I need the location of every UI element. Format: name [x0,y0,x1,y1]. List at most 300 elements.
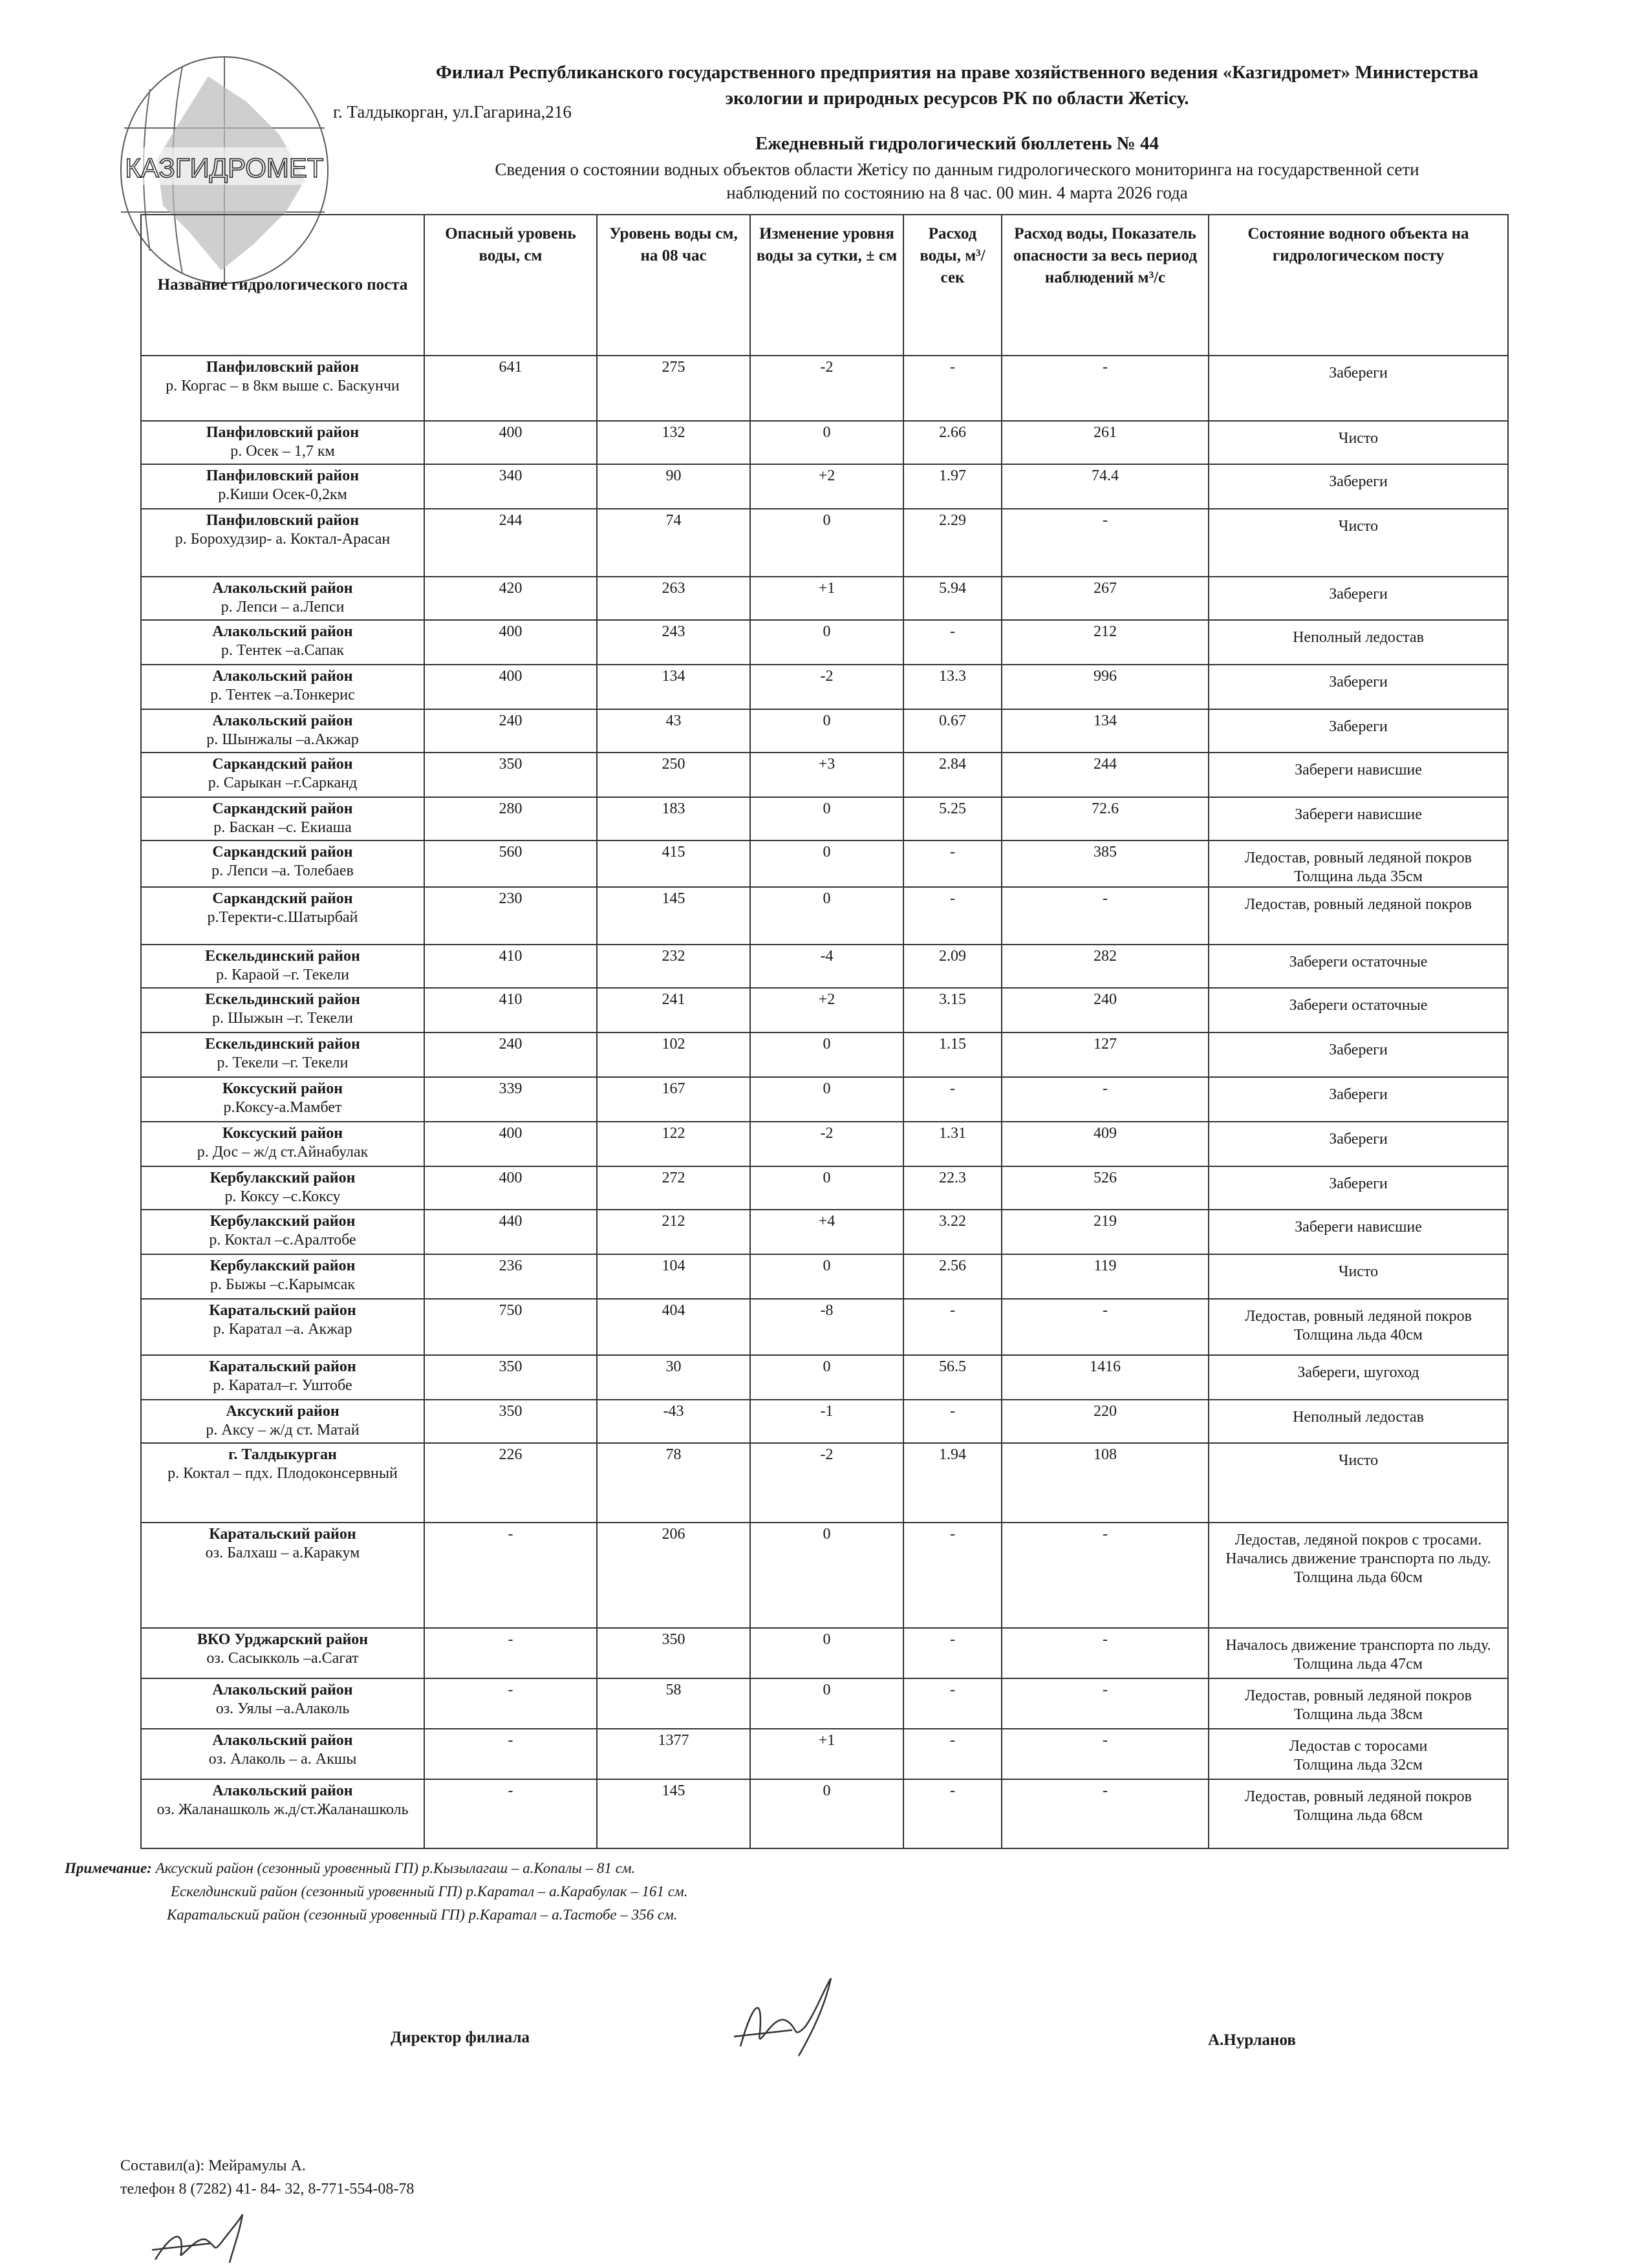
danger-level-cell: 350 [424,1400,597,1443]
district-name: Ескельдинский район [205,991,360,1008]
level-change-cell: 0 [750,709,903,753]
danger-level-cell: 750 [424,1299,597,1355]
danger-level-cell: 244 [424,509,597,577]
danger-level-cell: 560 [424,840,597,887]
table-row [141,665,1508,709]
district-name: Каратальский район [209,1302,356,1319]
post-name: р.Коксу-а.Мамбет [223,1099,342,1116]
flow-danger-cell: 119 [1002,1254,1209,1299]
table-row [141,988,1508,1032]
post-name-cell [141,620,424,665]
post-name: р. Шынжалы –а.Акжар [206,731,359,748]
status-cell: Неполный ледостав [1209,620,1508,665]
level-change-cell: -8 [750,1299,903,1355]
water-level-cell: -43 [597,1400,750,1443]
flow-danger-cell: 212 [1002,620,1209,665]
post-name: р. Коргас – в 8км выше с. Баскунчи [166,378,400,394]
flow-cell: 56.5 [903,1355,1002,1400]
post-name-cell [141,1779,424,1848]
post-name: р. Коктал –с.Аралтобе [209,1232,356,1248]
level-change-cell: +3 [750,753,903,797]
danger-level-cell: 280 [424,797,597,840]
water-level-cell: 232 [597,945,750,988]
compiled-by-block [120,2154,414,2201]
flow-danger-cell: - [1002,1678,1209,1729]
flow-danger-cell: 108 [1002,1443,1209,1523]
status-cell: Забереги [1209,1032,1508,1077]
status-cell: Забереги остаточные [1209,945,1508,988]
danger-level-cell: - [424,1523,597,1628]
flow-cell: 0.67 [903,709,1002,753]
status-cell: Чисто [1209,421,1508,464]
director-name: А.Нурланов [1208,2031,1296,2049]
level-change-cell: +2 [750,988,903,1032]
flow-danger-cell: - [1002,1628,1209,1678]
post-name: р. Быжы –с.Карымсак [210,1276,356,1293]
post-name-cell [141,753,424,797]
water-level-cell: 90 [597,464,750,509]
danger-level-cell: 226 [424,1443,597,1523]
flow-cell: - [903,1400,1002,1443]
district-name: Саркандский район [212,890,353,907]
post-name-cell [141,1400,424,1443]
flow-danger-cell: - [1002,1779,1209,1848]
post-name-cell [141,797,424,840]
water-level-cell: 122 [597,1122,750,1166]
table-row [141,840,1508,887]
flow-danger-cell: - [1002,887,1209,945]
level-change-cell: 0 [750,421,903,464]
status-cell: Ледостав с торосами Толщина льда 32см [1209,1729,1508,1779]
flow-cell: - [903,1077,1002,1122]
level-change-cell: 0 [750,1628,903,1678]
table-row [141,620,1508,665]
col-header-level-change: Изменение уровня воды за сутки, ± см [750,215,903,356]
hydrology-table [140,214,1509,1849]
level-change-cell: 0 [750,620,903,665]
district-name: Алакольский район [212,712,353,729]
post-name: р. Караой –г. Текели [216,967,349,983]
water-level-cell: 415 [597,840,750,887]
col-header-flow: Расход воды, м³/сек [903,215,1002,356]
status-cell: Забереги, шугоход [1209,1355,1508,1400]
district-name: Панфиловский район [206,467,360,484]
flow-danger-cell: 385 [1002,840,1209,887]
level-change-cell: 0 [750,1678,903,1729]
water-level-cell: 30 [597,1355,750,1400]
post-name: р. Лепси –а. Толебаев [211,862,354,879]
table-row [141,1122,1508,1166]
status-cell: Началось движение транспорта по льду. Толщина льда 47см [1209,1628,1508,1678]
post-name-cell [141,1122,424,1166]
level-change-cell: -2 [750,1443,903,1523]
water-level-cell: 145 [597,1779,750,1848]
status-cell: Ледостав, ровный ледяной покров [1209,887,1508,945]
level-change-cell: 0 [750,1166,903,1210]
danger-level-cell: 400 [424,620,597,665]
col-header-flow-danger: Расход воды, Показатель опасности за весь период наблюдений м³/с [1002,215,1209,356]
org-line-2: экологии и природных ресурсов РК по области Жетісу. [725,88,1189,109]
post-name: р.Киши Осек-0,2км [218,486,347,503]
post-name-cell [141,840,424,887]
post-name-cell [141,665,424,709]
flow-danger-cell: 74.4 [1002,464,1209,509]
table-body [141,356,1508,1848]
flow-danger-cell: - [1002,1523,1209,1628]
water-level-cell: 134 [597,665,750,709]
flow-danger-cell: - [1002,1077,1209,1122]
director-signature [727,1975,837,2059]
flow-danger-cell: 267 [1002,577,1209,620]
level-change-cell: -2 [750,1122,903,1166]
water-level-cell: 275 [597,356,750,421]
flow-danger-cell: 1416 [1002,1355,1209,1400]
status-cell: Чисто [1209,1254,1508,1299]
district-name: Кербулакский район [210,1257,356,1274]
flow-danger-cell: - [1002,356,1209,421]
district-name: Каратальский район [209,1358,356,1375]
post-name: р. Коксу –с.Коксу [224,1188,341,1205]
danger-level-cell: - [424,1628,597,1678]
table-row [141,709,1508,753]
status-cell: Забереги остаточные [1209,988,1508,1032]
table-row [141,1523,1508,1628]
table-row [141,1032,1508,1077]
level-change-cell: -2 [750,665,903,709]
danger-level-cell: 230 [424,887,597,945]
address: г. Талдыкорган, ул.Гагарина,216 [333,102,572,122]
flow-danger-cell: - [1002,1729,1209,1779]
post-name-cell [141,509,424,577]
table-row [141,1628,1508,1678]
compiled-by: Составил(а): Мейрамулы А. [120,2157,306,2174]
flow-danger-cell: 282 [1002,945,1209,988]
post-name: р. Борохудзир- а. Коктал-Арасан [175,531,391,548]
district-name: Каратальский район [209,1526,356,1543]
post-name: р. Коктал – пдх. Плодоконсервный [167,1465,398,1482]
phone: телефон 8 (7282) 41- 84- 32, 8-771-554-08-78 [120,2181,415,2198]
flow-cell: - [903,1779,1002,1848]
director-title: Директор филиала [391,2029,530,2046]
water-level-cell: 263 [597,577,750,620]
district-name: Панфиловский район [206,359,360,376]
status-cell: Неполный ледостав [1209,1400,1508,1443]
post-name: р. Шыжын –г. Текели [212,1010,353,1027]
notes [65,1857,687,1927]
status-cell: Забереги нависшие [1209,753,1508,797]
svg-text:КАЗГИДРОМЕТ: КАЗГИДРОМЕТ [125,153,324,183]
flow-cell: 5.25 [903,797,1002,840]
col-header-post-name: Название гидрологического поста [141,215,424,356]
flow-danger-cell: 409 [1002,1122,1209,1166]
table-row [141,1729,1508,1779]
status-cell: Забереги [1209,577,1508,620]
level-change-cell: 0 [750,797,903,840]
status-cell: Забереги [1209,665,1508,709]
post-name-cell [141,1355,424,1400]
status-cell: Ледостав, ледяной покров с тросами. Начались движение транспорта по льду. Толщина льда 60см [1209,1523,1508,1628]
table-row [141,887,1508,945]
post-name: р. Тентек –а.Сапак [221,642,345,659]
flow-danger-cell: 134 [1002,709,1209,753]
level-change-cell: -1 [750,1400,903,1443]
flow-cell: 2.84 [903,753,1002,797]
table-row [141,1443,1508,1523]
water-level-cell: 78 [597,1443,750,1523]
post-name-cell [141,1678,424,1729]
post-name-cell [141,887,424,945]
district-name: Алакольский район [212,1732,353,1749]
table-header-row [141,215,1508,356]
col-header-water-level: Уровень воды см, на 08 час [597,215,750,356]
post-name-cell [141,1443,424,1523]
flow-danger-cell: 261 [1002,421,1209,464]
water-level-cell: 43 [597,709,750,753]
district-name: Аксуский район [226,1403,339,1420]
subtitle-line-2: наблюдений по состоянию на 8 час. 00 мин. 4 марта 2026 года [726,183,1188,202]
water-level-cell: 102 [597,1032,750,1077]
danger-level-cell: 400 [424,421,597,464]
water-level-cell: 145 [597,887,750,945]
water-level-cell: 183 [597,797,750,840]
danger-level-cell: 410 [424,988,597,1032]
flow-cell: 3.22 [903,1210,1002,1254]
district-name: Коксуский район [222,1080,343,1097]
level-change-cell: 0 [750,840,903,887]
danger-level-cell: 410 [424,945,597,988]
flow-danger-cell: 220 [1002,1400,1209,1443]
note-line: Каратальский район (сезонный уровенный ГП) р.Каратал – а.Тастобе – 356 см. [167,1907,678,1923]
table-row [141,577,1508,620]
note-line: Аксуский район (сезонный уровенный ГП) р.Кызылагаш – а.Копалы – 81 см. [155,1860,636,1876]
flow-danger-cell: 219 [1002,1210,1209,1254]
flow-cell: 2.66 [903,421,1002,464]
table-row [141,1254,1508,1299]
status-cell: Чисто [1209,509,1508,577]
flow-cell: 3.15 [903,988,1002,1032]
flow-cell: - [903,1299,1002,1355]
flow-cell: 1.97 [903,464,1002,509]
flow-cell: 1.94 [903,1443,1002,1523]
flow-danger-cell: 240 [1002,988,1209,1032]
post-name: оз. Алаколь – а. Акшы [208,1751,357,1768]
water-level-cell: 1377 [597,1729,750,1779]
flow-cell: - [903,620,1002,665]
danger-level-cell: 420 [424,577,597,620]
bulletin-subtitle [362,158,1552,204]
district-name: Кербулакский район [210,1213,356,1230]
table-row [141,1166,1508,1210]
water-level-cell: 132 [597,421,750,464]
table-row [141,753,1508,797]
post-name-cell [141,988,424,1032]
table-row [141,1400,1508,1443]
level-change-cell: 0 [750,1355,903,1400]
status-cell: Забереги [1209,1122,1508,1166]
status-cell: Забереги [1209,356,1508,421]
water-level-cell: 212 [597,1210,750,1254]
level-change-cell: 0 [750,887,903,945]
post-name-cell [141,577,424,620]
post-name-cell [141,1077,424,1122]
flow-cell: 1.31 [903,1122,1002,1166]
district-name: Саркандский район [212,756,353,773]
water-level-cell: 206 [597,1523,750,1628]
post-name-cell [141,1299,424,1355]
district-name: г. Талдыкурган [228,1446,337,1463]
subtitle-line-1: Сведения о состоянии водных объектов области Жетісу по данным гидрологического мониторинга на государственной сети [495,160,1419,179]
post-name-cell [141,1032,424,1077]
danger-level-cell: 400 [424,1122,597,1166]
post-name: р. Осек – 1,7 км [230,443,335,460]
status-cell: Забереги [1209,1166,1508,1210]
district-name: Панфиловский район [206,424,360,441]
danger-level-cell: 340 [424,464,597,509]
org-line-1: Филиал Республиканского государственного предприятия на праве хозяйственного ведения «Казгидромет» Министерства [435,62,1479,83]
post-name-cell [141,1254,424,1299]
compiler-signature [152,2214,249,2263]
district-name: Кербулакский район [210,1170,356,1186]
post-name: оз. Уялы –а.Алаколь [215,1700,350,1717]
status-cell: Ледостав, ровный ледяной покров Толщина льда 40см [1209,1299,1508,1355]
status-cell: Забереги нависшие [1209,797,1508,840]
post-name-cell [141,1628,424,1678]
status-cell: Ледостав, ровный ледяной покров Толщина льда 68см [1209,1779,1508,1848]
flow-cell: 13.3 [903,665,1002,709]
post-name: р.Теректи-с.Шатырбай [207,909,358,926]
flow-cell: - [903,356,1002,421]
table-row [141,1077,1508,1122]
post-name: р. Аксу – ж/д ст. Матай [206,1422,360,1439]
table-row [141,356,1508,421]
flow-cell: - [903,1729,1002,1779]
district-name: Ескельдинский район [205,948,360,965]
danger-level-cell: 236 [424,1254,597,1299]
district-name: Ескельдинский район [205,1036,360,1053]
water-level-cell: 74 [597,509,750,577]
note-line: Ескелдинский район (сезонный уровенный ГП) р.Каратал – а.Карабулак – 161 см. [171,1883,688,1899]
post-name: оз. Балхаш – а.Каракум [205,1545,360,1561]
table-row [141,1210,1508,1254]
water-level-cell: 167 [597,1077,750,1122]
post-name-cell [141,421,424,464]
level-change-cell: 0 [750,1254,903,1299]
danger-level-cell: 240 [424,1032,597,1077]
post-name-cell [141,1166,424,1210]
post-name: р. Лепси – а.Лепси [221,599,345,615]
flow-cell: 22.3 [903,1166,1002,1210]
district-name: Алакольский район [212,668,353,685]
danger-level-cell: 641 [424,356,597,421]
table-row [141,1299,1508,1355]
district-name: Алакольский район [212,1782,353,1799]
water-level-cell: 404 [597,1299,750,1355]
flow-danger-cell: 127 [1002,1032,1209,1077]
flow-cell: 2.29 [903,509,1002,577]
notes-label: Примечание: [65,1860,152,1876]
danger-level-cell: - [424,1678,597,1729]
flow-danger-cell: 996 [1002,665,1209,709]
danger-level-cell: 350 [424,753,597,797]
district-name: Саркандский район [212,800,353,817]
post-name-cell [141,1210,424,1254]
flow-cell: 5.94 [903,577,1002,620]
post-name-cell [141,1729,424,1779]
danger-level-cell: 400 [424,665,597,709]
post-name: р. Тентек –а.Тонкерис [210,687,355,703]
flow-cell: 2.56 [903,1254,1002,1299]
flow-cell: - [903,1678,1002,1729]
post-name: р. Каратал –а. Акжар [213,1321,352,1338]
post-name: оз. Сасыкколь –а.Сагат [206,1650,359,1667]
water-level-cell: 104 [597,1254,750,1299]
danger-level-cell: - [424,1779,597,1848]
level-change-cell: 0 [750,1779,903,1848]
table-row [141,797,1508,840]
flow-danger-cell: 72.6 [1002,797,1209,840]
post-name: оз. Жаланашколь ж.д/ст.Жаланашколь [156,1801,409,1818]
water-level-cell: 250 [597,753,750,797]
danger-level-cell: 440 [424,1210,597,1254]
water-level-cell: 350 [597,1628,750,1678]
water-level-cell: 241 [597,988,750,1032]
level-change-cell: +2 [750,464,903,509]
flow-cell: 2.09 [903,945,1002,988]
danger-level-cell: 350 [424,1355,597,1400]
level-change-cell: 0 [750,1523,903,1628]
post-name-cell [141,464,424,509]
status-cell: Ледостав, ровный ледяной покров Толщина льда 35см [1209,840,1508,887]
status-cell: Забереги [1209,709,1508,753]
flow-cell: - [903,840,1002,887]
status-cell: Забереги нависшие [1209,1210,1508,1254]
water-level-cell: 272 [597,1166,750,1210]
status-cell: Забереги [1209,1077,1508,1122]
flow-cell: - [903,1628,1002,1678]
level-change-cell: +1 [750,577,903,620]
col-header-status: Состояние водного объекта на гидрологическом посту [1209,215,1508,356]
water-level-cell: 58 [597,1678,750,1729]
post-name-cell [141,709,424,753]
table-row [141,1678,1508,1729]
post-name: р. Сарыкан –г.Сарканд [208,775,358,791]
table-row [141,1779,1508,1848]
flow-cell: - [903,1523,1002,1628]
flow-danger-cell: - [1002,1299,1209,1355]
level-change-cell: -2 [750,356,903,421]
status-cell: Забереги [1209,464,1508,509]
district-name: Панфиловский район [206,512,360,529]
district-name: Алакольский район [212,623,353,640]
status-cell: Чисто [1209,1443,1508,1523]
bulletin-title: Ежедневный гидрологический бюллетень № 44 [755,133,1159,154]
flow-cell: 1.15 [903,1032,1002,1077]
flow-danger-cell: 526 [1002,1166,1209,1210]
district-name: Коксуский район [222,1125,343,1142]
danger-level-cell: 240 [424,709,597,753]
post-name-cell [141,945,424,988]
level-change-cell: 0 [750,1077,903,1122]
danger-level-cell: 400 [424,1166,597,1210]
level-change-cell: +4 [750,1210,903,1254]
table-row [141,1355,1508,1400]
post-name: р. Баскан –с. Екиаша [213,819,352,836]
table-row [141,509,1508,577]
level-change-cell: +1 [750,1729,903,1779]
level-change-cell: -4 [750,945,903,988]
status-cell: Ледостав, ровный ледяной покров Толщина льда 38см [1209,1678,1508,1729]
post-name: р. Текели –г. Текели [217,1054,349,1071]
